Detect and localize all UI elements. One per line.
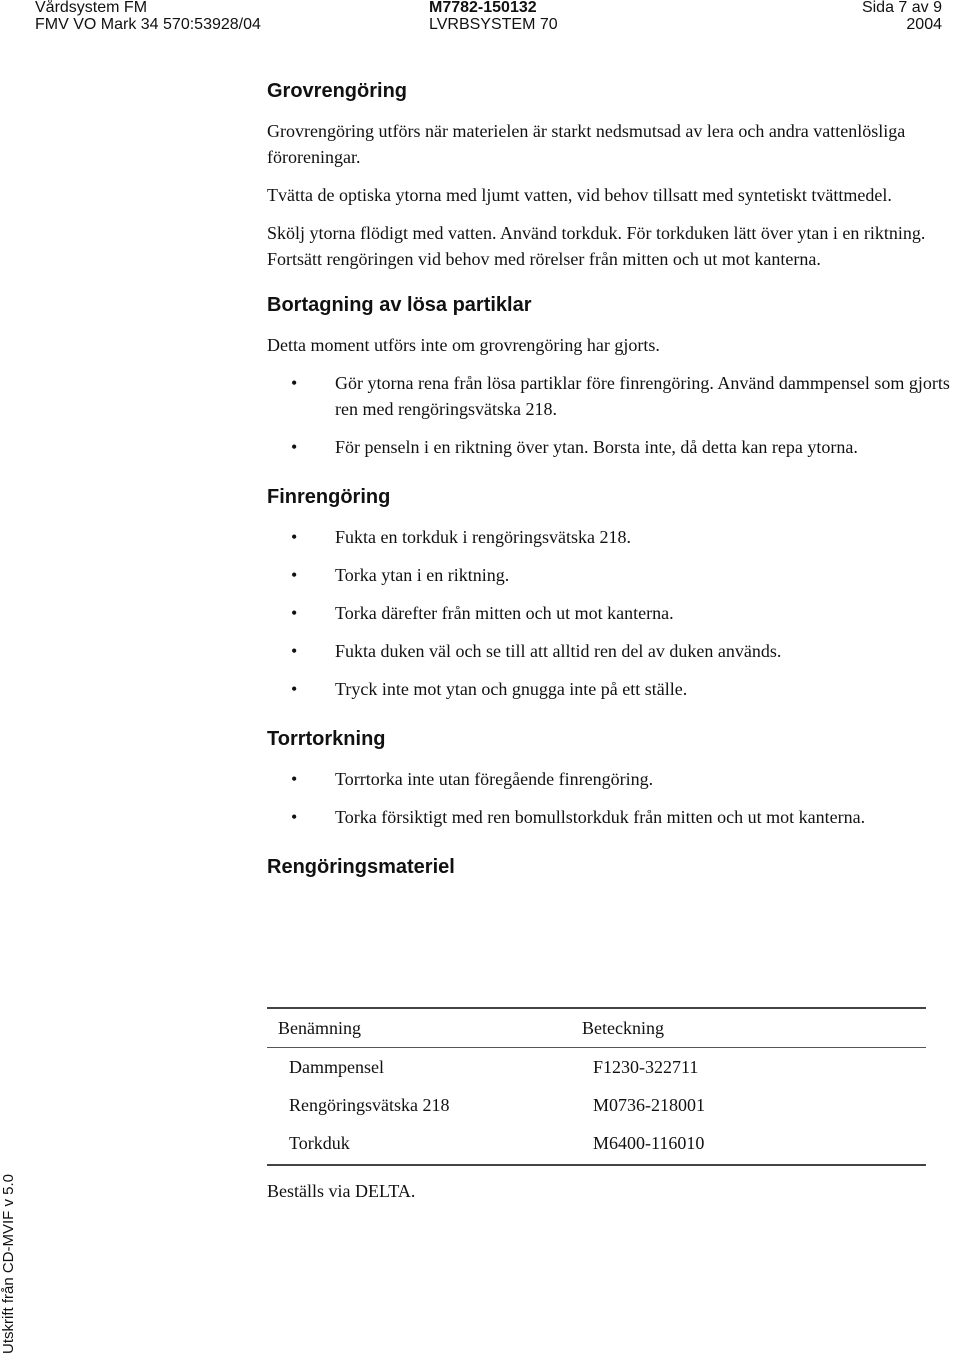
table-cell-name: Dammpensel [289,1057,384,1077]
table-header-benamning: Benämning [278,1018,361,1038]
list-item-text: Torka ytan i en riktning. [335,565,510,585]
section-title-bortagning: Bortagning av lösa partiklar [267,294,532,316]
bullet-icon: • [291,807,298,827]
bullet-icon: • [291,565,298,585]
bullet-list [267,766,957,830]
paragraph: Skölj ytorna flödigt med vatten. Använd torkduk. För torkduken lätt över ytan i en riktning. Fortsätt rengöringen vid behov med rörelser från mitten och ut mot kanterna. [267,223,926,269]
section-title-finrengoring: Finrengöring [267,486,391,508]
bullet-icon: • [291,603,298,623]
paragraph: Grovrengöring utförs när materielen är starkt nedsmutsad av lera och andra vattenlösliga föroreningar. [267,121,906,167]
header-system: Vårdsystem FM [35,0,148,16]
list-item [267,562,957,588]
bullet-icon: • [291,527,298,547]
bullet-list [267,370,957,460]
table-row [267,1048,926,1086]
paragraph: Detta moment utförs inte om grovrengöring har gjorts. [267,335,660,355]
list-item [267,638,957,664]
header-year: 2004 [906,16,942,33]
header-lvrb: LVRBSYSTEM 70 [429,16,558,33]
list-item-text: Tryck inte mot ytan och gnugga inte på ett ställe. [335,679,688,699]
table-row [267,1124,926,1162]
paragraph: Tvätta de optiska ytorna med ljumt vatten, vid behov tillsatt med syntetiskt tvättmedel. [267,185,892,205]
list-item [267,766,957,792]
list-item-text: Gör ytorna rena från lösa partiklar före finrengöring. Använd dammpensel som gjorts ren med rengöringsvätska 218. [335,373,950,419]
list-item [267,804,957,830]
list-item-text: För penseln i en riktning över ytan. Borsta inte, då detta kan repa ytorna. [335,437,858,457]
list-item-text: Fukta en torkduk i rengöringsvätska 218. [335,527,631,547]
table-cell-code: F1230-322711 [593,1057,699,1077]
table-cell-code: M0736-218001 [593,1095,705,1115]
section-title-rengoringsmateriel: Rengöringsmateriel [267,856,455,878]
bullet-icon: • [291,679,298,699]
table-row [267,1086,926,1124]
bullet-icon: • [291,373,298,393]
list-item [267,524,957,550]
header-page: Sida 7 av 9 [861,0,942,16]
list-item-text: Torrtorka inte utan föregående finrengöring. [335,769,654,789]
side-print-note: Utskrift från CD-MVIF v 5.0 [0,1173,17,1354]
list-item [267,370,957,422]
bullet-icon: • [291,641,298,661]
bullet-icon: • [291,437,298,457]
table-cell-code: M6400-116010 [593,1133,705,1153]
list-item [267,600,957,626]
list-item-text: Fukta duken väl och se till att alltid ren del av duken används. [335,641,782,661]
table-header-row [267,1009,926,1047]
header-doc-number: M7782-150132 [429,0,537,16]
bullet-icon: • [291,769,298,789]
table-cell-name: Rengöringsvätska 218 [289,1095,450,1115]
order-note: Beställs via DELTA. [267,1181,416,1201]
list-item-text: Torka försiktigt med ren bomullstorkduk från mitten och ut mot kanterna. [335,807,866,827]
table-header-beteckning: Beteckning [582,1018,664,1038]
list-item [267,434,957,460]
list-item [267,676,957,702]
table-bottom-rule [267,1164,926,1166]
section-title-grovrengoring: Grovrengöring [267,80,408,102]
materials-table [267,1007,926,1166]
bullet-list [267,524,957,702]
list-item-text: Torka därefter från mitten och ut mot kanterna. [335,603,674,623]
header-reference: FMV VO Mark 34 570:53928/04 [35,16,261,33]
section-title-torrtorkning: Torrtorkning [267,728,386,750]
main-content [267,78,957,880]
table-cell-name: Torkduk [289,1133,350,1153]
